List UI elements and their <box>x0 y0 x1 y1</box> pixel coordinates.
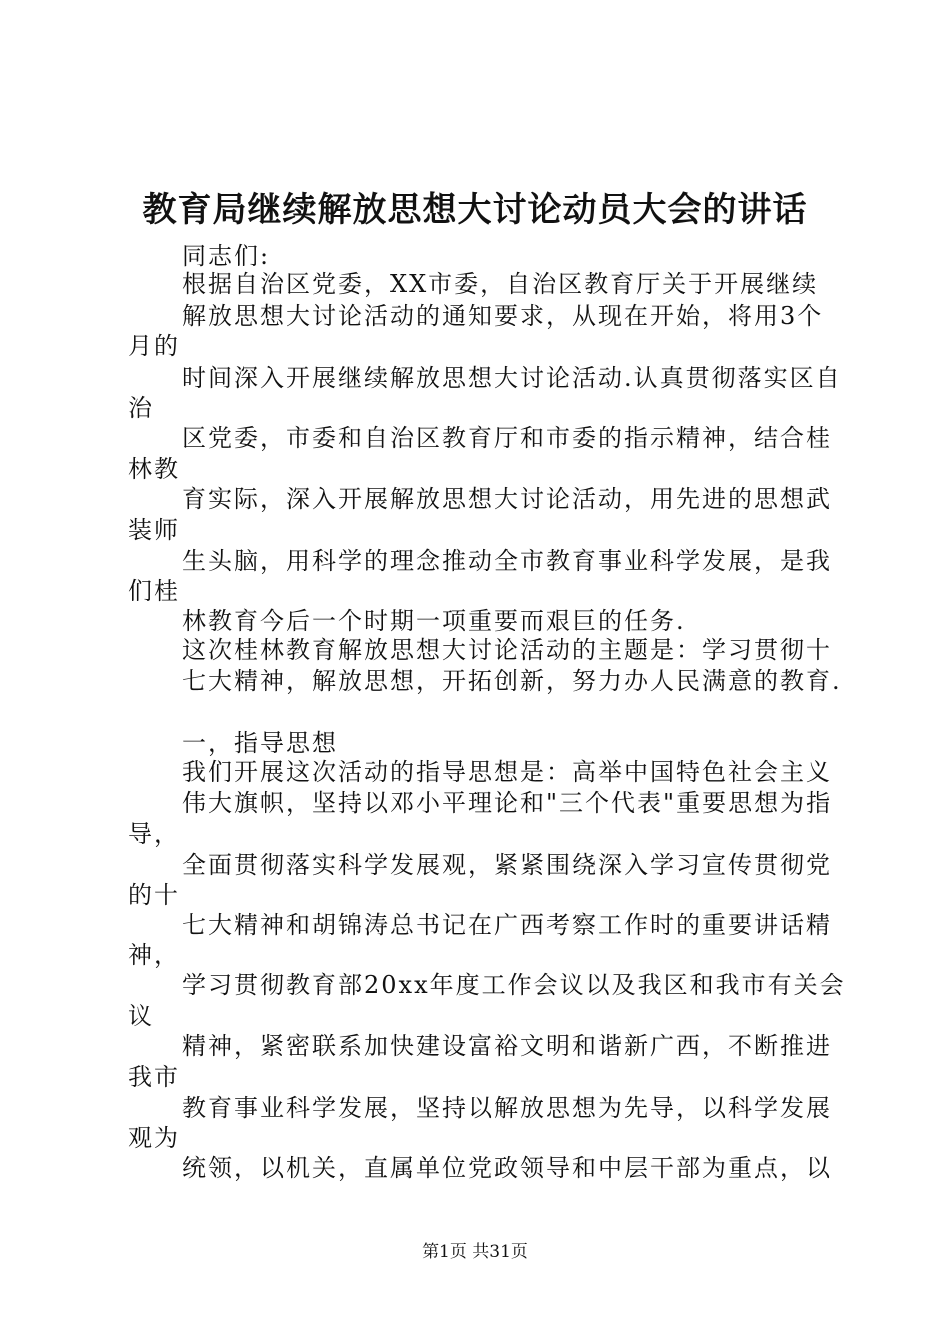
text-line: 导， <box>128 820 180 848</box>
text-line: 伟大旗帜，坚持以邓小平理论和"三个代表"重要思想为指 <box>182 789 833 817</box>
text-line: 月的 <box>128 332 180 360</box>
text-line: 装师 <box>128 516 180 544</box>
text-line: 的十 <box>128 881 180 909</box>
text-line: 解放思想大讨论活动的通知要求，从现在开始，将用3个 <box>182 302 824 330</box>
text-line: 生头脑，用科学的理念推动全市教育事业科学发展，是我 <box>182 547 832 575</box>
text-line: 全面贯彻落实科学发展观，紧紧围绕深入学习宣传贯彻党 <box>182 851 832 879</box>
text-line: 治 <box>128 394 154 422</box>
text-line: 精神，紧密联系加快建设富裕文明和谐新广西，不断推进 <box>182 1032 832 1060</box>
text-line: 七大精神和胡锦涛总书记在广西考察工作时的重要讲话精 <box>182 911 832 939</box>
page-footer: 第1页 共31页 <box>422 1242 528 1262</box>
text-line: 统领，以机关，直属单位党政领导和中层干部为重点，以 <box>182 1154 832 1182</box>
text-line: 根据自治区党委，XX市委，自治区教育厅关于开展继续 <box>182 270 819 298</box>
text-line: 议 <box>128 1002 154 1030</box>
text-line: 林教育今后一个时期一项重要而艰巨的任务. <box>182 607 686 635</box>
text-line: 我们开展这次活动的指导思想是：高举中国特色社会主义 <box>182 758 832 786</box>
text-line: 这次桂林教育解放思想大讨论活动的主题是：学习贯彻十 <box>182 636 832 664</box>
text-line: 同志们: <box>182 242 271 270</box>
text-line: 们桂 <box>128 577 180 605</box>
text-line: 观为 <box>128 1124 180 1152</box>
text-line: 神， <box>128 941 180 969</box>
text-line: 教育事业科学发展，坚持以解放思想为先导，以科学发展 <box>182 1094 832 1122</box>
text-line: 区党委，市委和自治区教育厅和市委的指示精神，结合桂 <box>182 424 832 452</box>
section-heading: 一，指导思想 <box>182 729 338 757</box>
text-line: 林教 <box>128 455 180 483</box>
text-line: 我市 <box>128 1063 180 1091</box>
text-line: 七大精神，解放思想，开拓创新，努力办人民满意的教育. <box>182 667 842 695</box>
document-title: 教育局继续解放思想大讨论动员大会的讲话 <box>142 190 808 230</box>
text-line: 时间深入开展继续解放思想大讨论活动.认真贯彻落实区自 <box>182 364 842 392</box>
text-line: 育实际，深入开展解放思想大讨论活动，用先进的思想武 <box>182 485 832 513</box>
text-line: 学习贯彻教育部20xx年度工作会议以及我区和我市有关会 <box>182 971 846 999</box>
